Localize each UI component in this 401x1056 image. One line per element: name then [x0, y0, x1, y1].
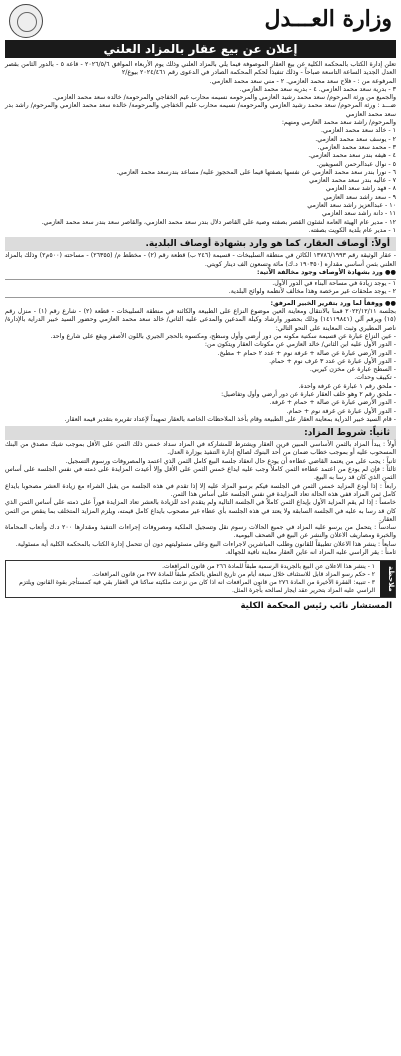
detail-item: - ملحق رقم ٢ وهو خلف العقار عبارة عن دور أرضي وأول وتفاصيل: [221, 390, 396, 398]
section-title-conditions: ثانياً: شروط المزاد: [5, 426, 396, 440]
notes-box [5, 560, 396, 598]
note-item: ٣ - تنبيه: الفقرة الأخيرة من المادة ٢٧٦ من قانون المرافعات انه اذا كان من نزعت ملكيته ساكنا في العقار بقي فيه كمستأجر بقوة القانون ويلتزم الراسي عليه المزاد بتحرير عقد ايجار لصالحه بأجرة المثل. [19, 579, 375, 595]
violations-list [5, 279, 396, 298]
intro-line: ضـــد : ورثة المرحوم/ سعد محمد رشيد العازمي والمرحومه/ نسيمه محارب غليم الخفاجي والمرحومة/ خالده سعد محمد العازمي والمرحوم/ راشد بدر سعد محمد العازمي [5, 102, 396, 118]
intro-line: والجميع من ورثة المرحوم/ سعد محمد رشيد العازمي والمرحومه نسيمه محارب غيم الخفاجي والمرحومة/ خالده سعد محمد العازمي. [53, 94, 396, 102]
property-line: - عقار الوثيقة رقم ١٣٧٨٦/١٩٩٣ الكائن في منطقة السليبخات - قسيمة (٢٤٦ ب) قطعة رقم (٢) - مخطط م/ (٢٦٣٥٥) - مساحته (٥٠٠م٢) وذلك بالمزاد العلني بثمن أساسي مقداره (١٩٠٣٥٠ د.ك) مائة وتسعون الف دينار كويتي. [5, 252, 397, 268]
property-block [5, 252, 396, 424]
note-item: ١ - ينشر هذا الاعلان عن البيع بالجريدة الرسمية طبقاً للمادة ٢٦٦ من قانون المرافعات. [162, 563, 375, 571]
detail-item: - قام السيد خبير الدراية بمعاينة العقار على الطبيعة وقام بأخذ الملاحظات الخاصة بالعقار تمهيداً لإعداد تقريره بتقدير قيمة العقار. [64, 415, 396, 423]
detail-item: - الدور الأرضي عبارة عن صالة + حمام + غرفة. [269, 399, 396, 407]
detail-item: - الدور الأول عبارة عن عدد ٣ غرف نوم + حمام. [269, 357, 396, 365]
intro-line: ٢ - يوسف سعد محمد العازمي. [315, 135, 396, 143]
signature: المستشار نائب رئيس المحكمة الكلية [240, 601, 392, 612]
condition-item: سادساً : يتحمل من يرسو عليه المزاد في جميع الحالات رسوم نقل وتسجيل الملكية ومصروفات إجراءات التنفيذ ومقدارها ٢٠٠ د.ك وأتعاب المحاماة والخبرة ومصاريف الاعلان والنشر عن البيع في الصحف اليومية. [5, 524, 396, 540]
detail-item: - عين النزاع عبارة عن قسيمة سكنية مكونه من دور أرضي وأول وسطح، ومكسوه بالحجر الجيري باللون الأصفر ويقع على شارع واحد. [50, 332, 396, 340]
expert-report: بجلسة ٢٠٢٢/١٢/١١ قمنا بالانتقال ومعاينة العين موضوع النزاع على الطبيعة والكائنة في منطقة السليبخات - قطعة (٢) - شارع رقم (١) - منزل رقم (١٥) ويرقم آلي (١٤١١٩٨٤١) وذلك بحضور وارشاد وكيلة المدعين والمدعى عليه الثاني/ خالد سعد محمد العازمي وحضور السيد خبير الدراية بالإدارة/ ناصر المطيري وثبت المعاينة على النحو التالي: [5, 308, 396, 332]
intro-line: ١ - مدير عام بلدية الكويت بصفته. [308, 226, 396, 234]
condition-item: ثانياً : يجب على من يعتمد القاضي عطاءه أن يودع حال انعقاد جلسة البيع كامل الثمن الذي اعتمد والمصروفات ورسوم التسجيل. [65, 457, 396, 465]
intro-line: ١١ - دانة راشد سعد العازمي [321, 210, 396, 218]
kuwait-emblem-icon [9, 4, 43, 38]
condition-item: سابعاً : ينشر هذا الاعلان تطبيقاً للقانون وطلب المباشرين لاجراءات البيع وعلى مسئوليتهم دون أن تتحمل إدارة الكتاب بالمحكمة الكلية أية مسئولية. [15, 540, 396, 548]
intro-line: ١٠ - عبدالعزيز راشد سعد العازمي [307, 202, 396, 210]
detail-item: - السطح عبارة عن مخزن كيربي. [309, 366, 396, 374]
detail-item: - ملحق رقم ١ عبارة عن غرفة واحدة. [298, 382, 396, 390]
condition-item: خامساً : إذا لم يقم المزايد الأول بإيداع الثمن كاملاً في الجلسة التالية ولم يتقدم احد للزيادة بالعشر تعاد المزايدة فوراً على ذمته على أساس الثمن الذي كان قد رسا به عليه في الجلسة السابقة ولا يعتد في هذه الجلسة بأي عطاء غير مصحوب بايداع كامل قيمته، ويلزم المزايد المتخلف بما ينقص من الثمن العقار. [5, 499, 396, 523]
intro-block [5, 61, 396, 235]
detail-item: - الدور الأول عليه ابن الثاني/ خالد العازمي عن مكونات العقار ويتكون من: [204, 341, 396, 349]
detail-item: - تكييف وحدات. [354, 374, 396, 382]
announcement-banner: إعلان عن بيع عقار بالمزاد العلني [5, 40, 396, 58]
detail-item: - الدور الأول عبارة عن غرفة نوم + حمام. [286, 407, 396, 415]
notes-tag: ملاحظة [380, 561, 395, 597]
intro-line: ٥ - نوال عبدالرحمن السويفين. [316, 160, 396, 168]
condition-item: ثالثاً : فإن لم يودع من اعتمد عطاءه الثمن كاملاً وجب عليه ايداع خمس الثمن على الأقل وإلا أعيدت المزايدة على ذمته في نفس الجلسة على أساس الثمن الذي كان قد رسا به البيع. [5, 466, 396, 482]
intro-line: ٨ - فهد راشد سعد العازمي [325, 185, 396, 193]
intro-line: ٣ - بدرية سعد محمد العازمي. ٤ - بدريه سعد محمد العازمي. [239, 85, 396, 93]
condition-item: أولاً : يبدأ المزاد بالثمن الأساسي المبين قرين العقار ويشترط للمشاركة في المزاد سداد خمس ذلك الثمن على الأقل بموجب شيك مصدق من البنك المسحوب عليه أو بموجب خطاب ضمان من أحد البنوك لصالح إدارة التنفيذ بوزارة العدل. [5, 441, 396, 457]
condition-item: رابعاً : إذا أودع المزايد خمس الثمن في الجلسة فيكم برسو المزاد عليه إلا إذا تقدم في هذه الجلسة من يقبل الشراء مع زيادة العشر مصحوبا بايداع كامل ثمن المزاد ففي هذه الحالة تعاد المزايدة في نفس الجلسة على أساس هذا الثمن. [5, 482, 396, 498]
violations-title: ●● ورد بشهادة الأوصاف وجود مخالفة الآتية: [257, 268, 396, 276]
intro-line: والمرحوم/ راشد سعد محمد العازمي ومنهم: [281, 119, 396, 127]
intro-line: ٦ - نورا بندر سعد محمد العازمي عن نفسها بصفتها قيما على المحجوز عليه/ مساعد بندرسعد محمد العازمي. [116, 168, 396, 176]
note-item: ٢ - حكم رسو المزاد قابل للاستئناف خلال سبعة أيام من تاريخ النطق بالحكم طبقاً للمادة ٢٧٧ من قانون المرافعات. [92, 571, 375, 579]
intro-line: ٩ - سعد راشد سعد العازمي [323, 193, 396, 201]
ministry-title: وزارة العـــدل [264, 6, 392, 32]
conditions-block [5, 441, 396, 557]
expert-title: ●● ووفقاً لما ورد بتقرير الخبير المرفق: [270, 299, 396, 307]
violation-item: ١ - يوجد زيادة في مساحة البناء في الدور الأول. [272, 280, 396, 288]
violation-item: ٢ - يوجد ملحقات غير مرخصة وهذا مخالف لأنظمة ولوائح البلدية. [228, 288, 396, 296]
intro-line: ١٢ - مدير عام الهيئة العامة لشئون القصر بصفته وصية على القاصر دلال بندر سعد محمد العازمي، والقاصر سعد بندر سعد محمد العازمي. [41, 218, 396, 226]
section-title-property: أولاً: أوصاف العقار، كما هو وارد بشهادة أوصاف البلدية. [5, 237, 396, 251]
detail-item: - الدور الأرضي عبارة عن صالة + غرفة نوم + عدد ٢ حمام + مطبخ. [217, 349, 396, 357]
intro-line: ٤ - هيفه بندر سعد محمد العازمي. [308, 152, 396, 160]
header [5, 4, 396, 38]
intro-line: ١ - خالد سعد محمد العازمي. [321, 127, 396, 135]
intro-line: المرفوعة من : - فلاح سعد محمد العازمي. ٢ - مني سعد محمد العازمي. [209, 77, 396, 85]
intro-line: ٧ - عاليه بندر سعد محمد العازمي [309, 177, 396, 185]
intro-line: تعلن إدارة الكتاب بالمحكمة الكلية عن بيع العقار الموصوفة فيما يلي بالمزاد العلني وذلك يوم الأربعاء الموافق ٢٠٢٦/٥/٦ - قاعة ٥ - بالدور الثامن بقصر العدل الجديد الساعة التاسعة صباحاً - وذلك تنفيذاً لحكم المحكمة الصادر في الدعوى رقم ٢٠٢٤/٤٦١ بيوع/٢ [5, 61, 397, 77]
intro-line: ٣ - محمد سعد محمد العازمي. [317, 143, 396, 151]
condition-item: ثامناً : يقر الراسي عليه المزاد انه عاين العقار معاينة نافية للجهالة. [225, 549, 396, 557]
